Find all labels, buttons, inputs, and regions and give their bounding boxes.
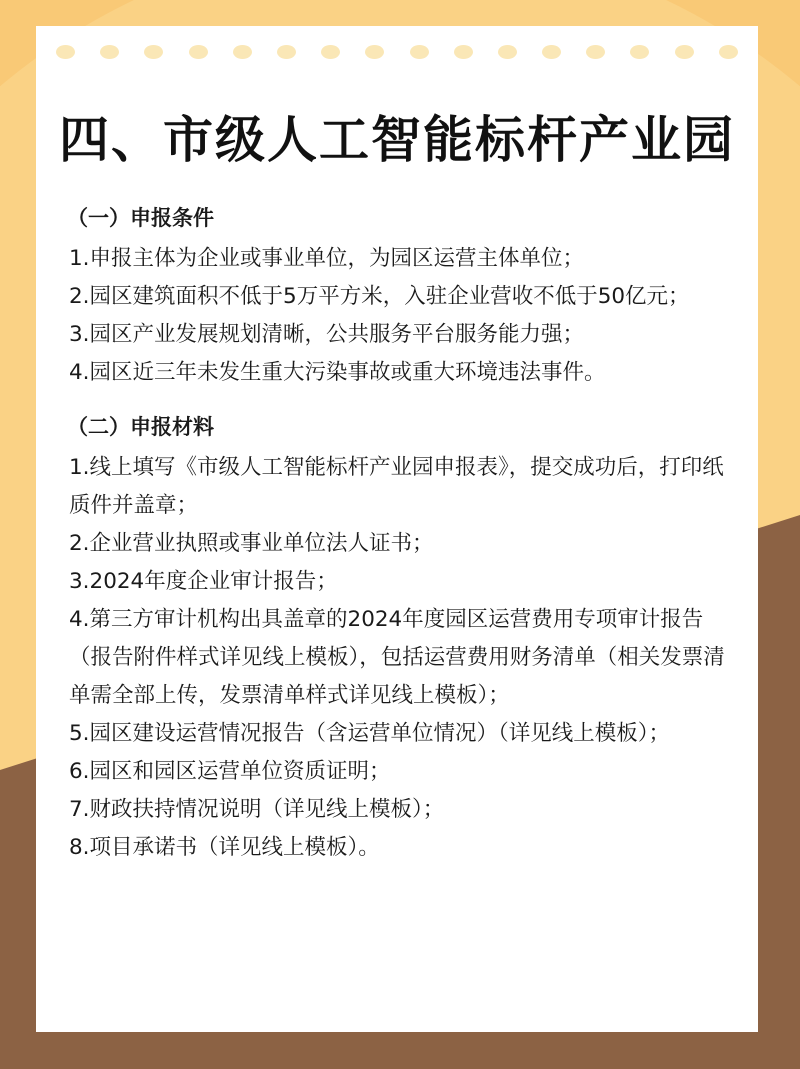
page-title: 四、市级人工智能标杆产业园 — [59, 111, 735, 169]
dot — [189, 45, 208, 59]
material-item-1: 1.线上填写《市级人工智能标杆产业园申报表》，提交成功后，打印纸质件并盖章； — [69, 455, 724, 518]
material-item-4: 4.第三方审计机构出具盖章的2024年度园区运营费用专项审计报告（报告附件样式详见线上模板），包括运营费用财务清单（相关发票清单需全部上传，发票清单样式详见线上模板）； — [69, 607, 725, 708]
dot — [321, 45, 340, 59]
condition-item-2: 2.园区建筑面积不低于5万平方米，入驻企业营收不低于50亿元； — [69, 284, 690, 309]
material-item-3: 3.2024年度企业审计报告； — [69, 569, 338, 594]
material-item-6: 6.园区和园区运营单位资质证明； — [69, 759, 391, 784]
paper-card — [36, 26, 758, 1032]
dot — [277, 45, 296, 59]
dot — [675, 45, 694, 59]
dot — [719, 45, 738, 59]
dot — [630, 45, 649, 59]
material-item-5: 5.园区建设运营情况报告（含运营单位情况）（详见线上模板）； — [69, 721, 671, 746]
condition-item-1: 1.申报主体为企业或事业单位，为园区运营主体单位； — [69, 246, 585, 271]
dot — [454, 45, 473, 59]
dot — [542, 45, 561, 59]
dot — [56, 45, 75, 59]
condition-item-4: 4.园区近三年未发生重大污染事故或重大环境违法事件。 — [69, 360, 606, 385]
punch-hole-dots — [56, 44, 738, 60]
dot — [144, 45, 163, 59]
section-heading-materials: （二）申报材料 — [67, 415, 214, 439]
section-heading-conditions: （一）申报条件 — [67, 206, 214, 230]
dot — [100, 45, 119, 59]
condition-item-3: 3.园区产业发展规划清晰，公共服务平台服务能力强； — [69, 322, 585, 347]
dot — [410, 45, 429, 59]
dot — [498, 45, 517, 59]
dot — [586, 45, 605, 59]
dot — [233, 45, 252, 59]
material-item-2: 2.企业营业执照或事业单位法人证书； — [69, 531, 434, 556]
material-item-7: 7.财政扶持情况说明（详见线上模板）； — [69, 797, 445, 822]
section-gap — [67, 392, 737, 405]
dot — [365, 45, 384, 59]
content-body — [67, 196, 737, 867]
material-item-8: 8.项目承诺书（详见线上模板）。 — [69, 835, 380, 860]
